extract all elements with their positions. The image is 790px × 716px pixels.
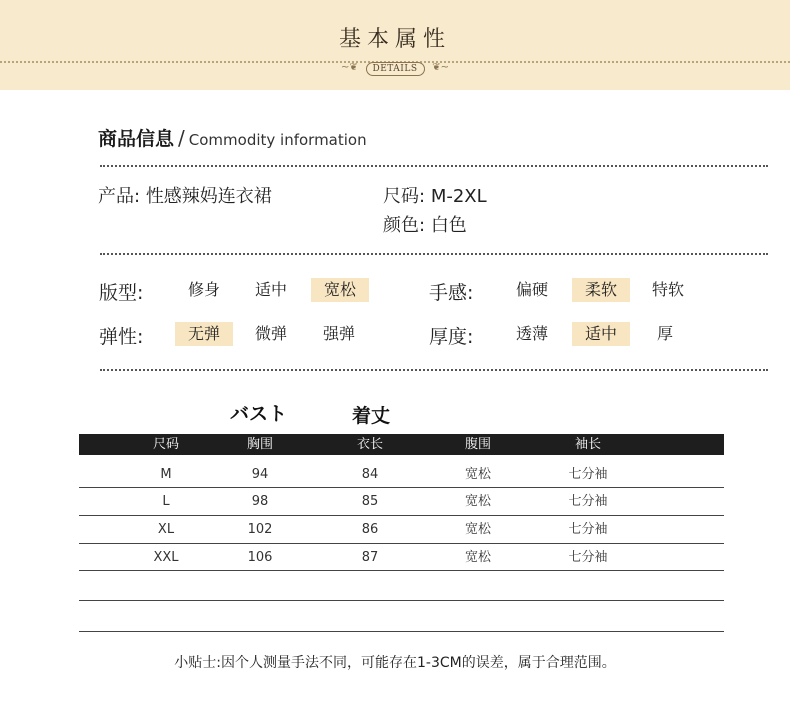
table-cell: 宽松 — [464, 467, 491, 482]
section-title — [98, 124, 367, 151]
table-cell: 102 — [247, 522, 273, 537]
table-row-divider — [79, 515, 724, 516]
product-info — [98, 182, 272, 208]
section-title-separator: / — [178, 126, 185, 150]
stretch-option-none: 无弹 — [175, 322, 233, 346]
stretch-option-slight: 微弹 — [254, 324, 287, 343]
thickness-option-thick: 厚 — [656, 324, 673, 343]
bust-heading-jp: バスト — [230, 403, 288, 425]
product-label: 产品: — [98, 186, 141, 207]
table-cell: 七分袖 — [568, 550, 608, 565]
size-info — [383, 182, 487, 208]
thickness-option-medium: 适中 — [572, 322, 630, 346]
table-cell: 宽松 — [464, 550, 491, 565]
stretch-label: 弹性: — [99, 326, 144, 348]
product-value: 性感辣妈连衣裙 — [145, 186, 272, 207]
feel-label: 手感: — [429, 282, 474, 304]
table-row-divider — [79, 570, 724, 571]
table-row-divider — [79, 543, 724, 544]
column-header-waist: 腹围 — [464, 437, 491, 452]
table-cell: 宽松 — [464, 494, 491, 509]
table-cell: M — [160, 467, 172, 482]
table-cell: 84 — [361, 467, 379, 482]
thickness-label: 厚度: — [429, 326, 474, 348]
color-label: 颜色: — [383, 215, 426, 236]
feel-option-soft: 柔软 — [572, 278, 630, 302]
section-title-cn: 商品信息 — [98, 128, 175, 150]
dotted-divider — [100, 369, 768, 371]
color-value: 白色 — [430, 215, 467, 236]
right-swirl-icon: ❦~ — [432, 62, 449, 73]
column-header-sleeve: 袖长 — [574, 437, 601, 452]
dotted-divider — [100, 165, 768, 167]
table-cell: 七分袖 — [568, 522, 608, 537]
table-cell: 87 — [361, 550, 379, 565]
thickness-option-thin: 透薄 — [515, 324, 548, 343]
fit-option-medium: 适中 — [254, 280, 287, 299]
table-cell: 98 — [251, 494, 269, 509]
table-cell: 85 — [361, 494, 379, 509]
table-empty-row-divider — [79, 600, 724, 601]
size-table-header — [79, 434, 724, 455]
measurement-tip: 小贴士:因个人测量手法不同，可能存在1-3CM的误差，属于合理范围。 — [174, 655, 616, 671]
fit-option-loose: 宽松 — [311, 278, 369, 302]
feel-option-extra-soft: 特软 — [651, 280, 684, 299]
length-heading-jp: 着丈 — [352, 405, 391, 427]
color-info — [383, 211, 467, 237]
table-cell: 宽松 — [464, 522, 491, 537]
table-cell: 106 — [247, 550, 273, 565]
stretch-option-strong: 强弹 — [322, 324, 355, 343]
dotted-divider — [100, 253, 768, 255]
fit-label: 版型: — [99, 282, 144, 304]
table-cell: 94 — [251, 467, 269, 482]
feel-option-hard: 偏硬 — [515, 280, 548, 299]
left-swirl-icon: ~❦ — [341, 62, 358, 73]
column-header-bust: 胸围 — [246, 437, 273, 452]
table-cell: XL — [157, 522, 175, 537]
table-cell: XXL — [153, 550, 179, 565]
details-ornament — [335, 55, 455, 77]
details-badge: DETAILS — [366, 62, 425, 76]
column-header-length: 衣长 — [356, 437, 383, 452]
size-value: M-2XL — [430, 186, 487, 207]
fit-option-slim: 修身 — [187, 280, 220, 299]
table-cell: 七分袖 — [568, 467, 608, 482]
banner-title: 基本属性 — [338, 27, 451, 52]
section-title-en: Commodity information — [188, 131, 367, 149]
column-header-size: 尺码 — [152, 437, 179, 452]
table-bottom-border — [79, 631, 724, 632]
table-row-divider — [79, 487, 724, 488]
table-cell: 七分袖 — [568, 494, 608, 509]
table-cell: L — [162, 494, 170, 509]
table-cell: 86 — [361, 522, 379, 537]
size-label: 尺码: — [383, 186, 426, 207]
